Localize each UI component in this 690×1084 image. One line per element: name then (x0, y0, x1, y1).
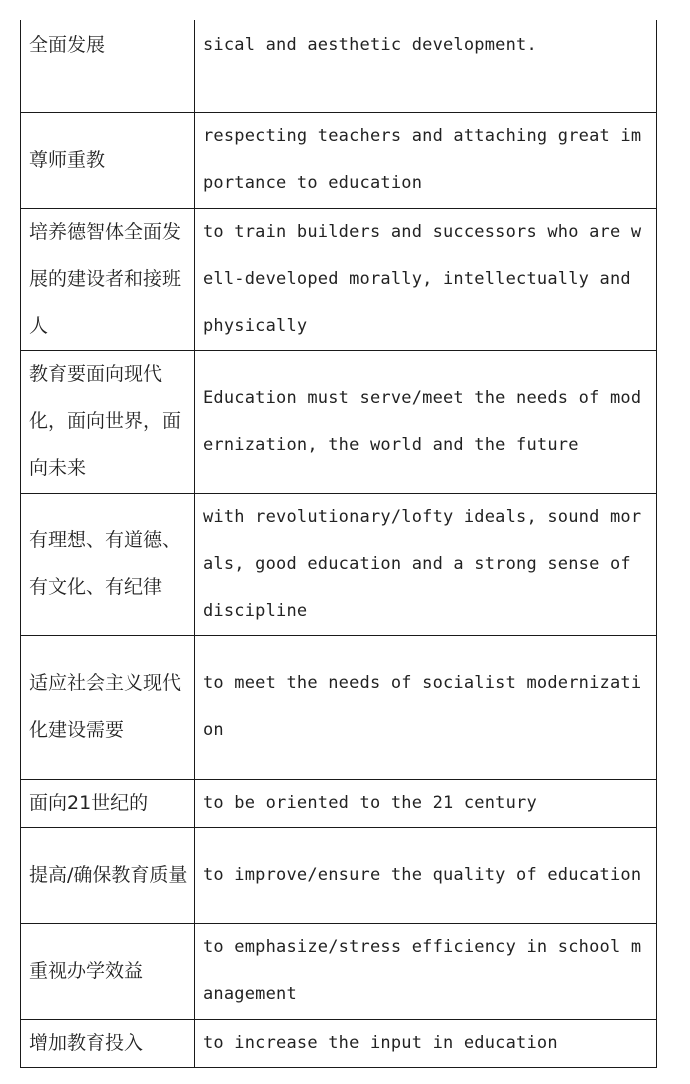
chinese-term-cell: 教育要面向现代化，面向世界，面向未来 (21, 350, 195, 493)
table-row (21, 208, 657, 350)
chinese-term-cell: 全面发展 (21, 20, 195, 112)
chinese-term-cell: 提高/确保教育质量 (21, 827, 195, 923)
chinese-term-cell: 尊师重教 (21, 112, 195, 208)
english-translation-cell: to meet the needs of socialist modernization (195, 635, 657, 779)
english-translation-cell: to improve/ensure the quality of education (195, 827, 657, 923)
glossary-table (20, 20, 657, 1068)
english-translation-cell: to train builders and successors who are well-developed morally, intellectually and physically (195, 208, 657, 350)
table-row (21, 350, 657, 493)
chinese-term-cell: 增加教育投入 (21, 1019, 195, 1067)
table-row (21, 635, 657, 779)
table-row (21, 493, 657, 635)
table-row (21, 779, 657, 827)
english-translation-cell: sical and aesthetic development. (195, 20, 657, 112)
table-row (21, 827, 657, 923)
table-row (21, 112, 657, 208)
chinese-term-cell: 重视办学效益 (21, 923, 195, 1019)
chinese-term-cell: 培养德智体全面发展的建设者和接班人 (21, 208, 195, 350)
english-translation-cell: with revolutionary/lofty ideals, sound morals, good education and a strong sense of discipline (195, 493, 657, 635)
english-translation-cell: to be oriented to the 21 century (195, 779, 657, 827)
english-translation-cell: Education must serve/meet the needs of modernization, the world and the future (195, 350, 657, 493)
table-row (21, 20, 657, 112)
chinese-term-cell: 面向21世纪的 (21, 779, 195, 827)
chinese-term-cell: 适应社会主义现代化建设需要 (21, 635, 195, 779)
english-translation-cell: to increase the input in education (195, 1019, 657, 1067)
table-row (21, 1019, 657, 1067)
chinese-term-cell: 有理想、有道德、有文化、有纪律 (21, 493, 195, 635)
table-row (21, 923, 657, 1019)
english-translation-cell: respecting teachers and attaching great importance to education (195, 112, 657, 208)
english-translation-cell: to emphasize/stress efficiency in school management (195, 923, 657, 1019)
